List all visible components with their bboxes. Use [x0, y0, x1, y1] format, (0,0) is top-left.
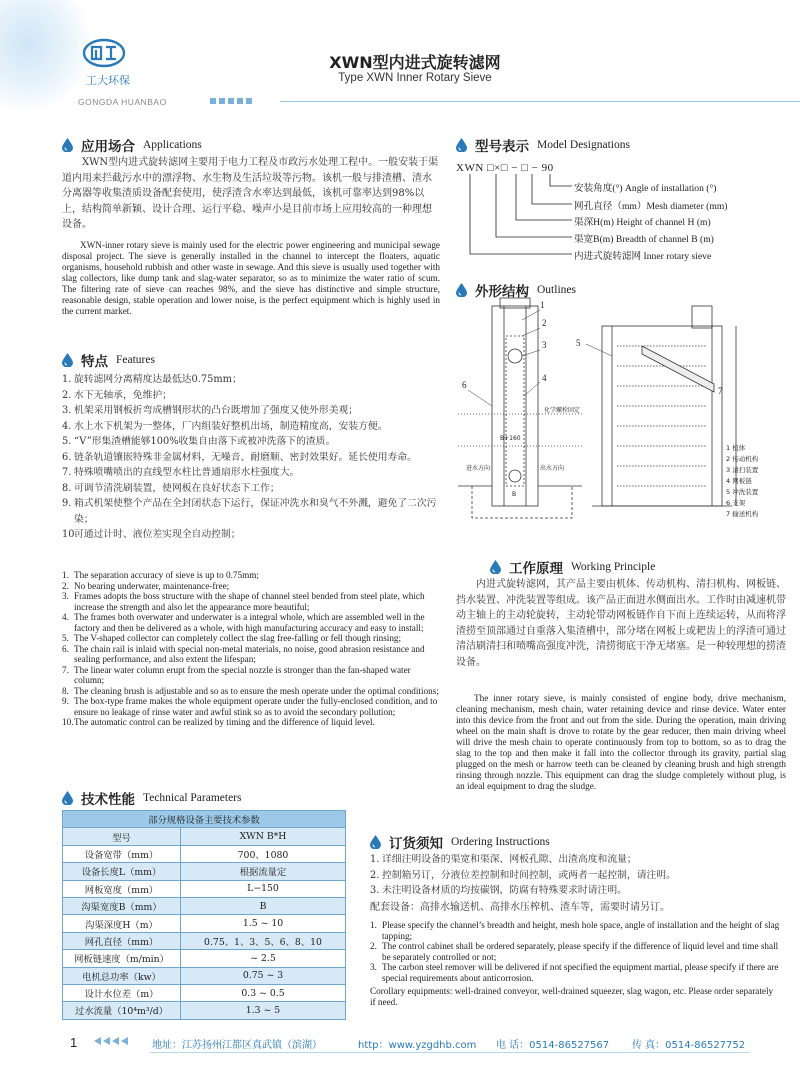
- list-item-number: 2.: [370, 869, 380, 881]
- legend-item: 5 冲洗装置: [726, 488, 759, 496]
- label-b160: B+160: [500, 435, 521, 442]
- legend-item: 6 支架: [726, 499, 746, 507]
- parameters-table: [62, 810, 346, 1020]
- list-item-number: 10.: [62, 717, 74, 727]
- ordering-heading: 订货须知 Ordering Instructions: [370, 832, 550, 852]
- page-footer: [0, 1030, 800, 1060]
- footer-website[interactable]: http：www.yzgdhb.com: [358, 1040, 477, 1051]
- model-heading: 型号表示 Model Designations: [456, 135, 630, 155]
- table-cell-value: 根据流量定: [181, 863, 346, 880]
- list-item: [370, 852, 780, 868]
- table-cell-param: 型号: [63, 828, 181, 845]
- list-item-number: 7.: [62, 664, 69, 675]
- list-item-number: 8.: [62, 685, 69, 696]
- list-item-number: 7.: [62, 467, 72, 478]
- footer-address: 地址：江苏扬州江都区真武镇（滨湖）: [152, 1040, 322, 1051]
- table-cell-value: B: [181, 897, 346, 914]
- list-item: [62, 372, 442, 388]
- list-item: [62, 696, 442, 717]
- model-line-height: 渠深H(m) Height of channel H (m): [574, 217, 711, 228]
- page-title-cn: XWN型内进式旋转滤网: [329, 53, 501, 72]
- table-row: [63, 1002, 346, 1019]
- table-cell-param: 沟渠宽度B（mm）: [63, 897, 181, 914]
- list-item-text: 可通过计时、液位差实现全自动控制；: [74, 529, 241, 540]
- brand-name-cn: 工大环保: [86, 74, 130, 87]
- label-inlet: 进水方向: [466, 465, 491, 472]
- callout-3: 3: [542, 340, 547, 350]
- side-frame: [602, 326, 722, 506]
- callout-5: 5: [576, 338, 581, 348]
- list-item: [62, 591, 442, 612]
- list-item-text: 水上水下机架为一整体，厂内组装好整机出场，制造精度高，安装方便。: [74, 420, 388, 432]
- table-cell-value: 1.5 ~ 10: [181, 915, 346, 932]
- list-item-text: 旋转滤网分离精度达最低达0.75mm；: [74, 374, 242, 385]
- list-item-text: Please specify the channel’s breadth and height, mesh hole space, angle of installation and the height of slag tapping;: [382, 920, 780, 941]
- list-item-number: 1.: [62, 570, 69, 580]
- list-item-number: 9.: [62, 498, 72, 509]
- water-drop-icon: [456, 138, 467, 152]
- legend-item: 1 机体: [726, 444, 746, 452]
- water-drop-icon: [456, 283, 467, 297]
- footer-arrows-icon: [94, 1037, 128, 1045]
- callout-2: 2: [542, 318, 547, 328]
- page-header: [0, 0, 800, 110]
- legend-item: 4 网板链: [726, 477, 752, 485]
- list-item-text: No bearing underwater, maintenance-free;: [74, 580, 230, 591]
- label-outlet: 出水方向: [540, 465, 565, 472]
- footer-phone: 电 话：0514-86527567: [496, 1040, 610, 1051]
- table-row: [63, 950, 346, 967]
- legend-item: 7 输送机构: [726, 510, 759, 518]
- callout-7: 7: [718, 386, 723, 396]
- table-row: [63, 845, 346, 862]
- technical-heading: 技术性能 Technical Parameters: [62, 788, 242, 808]
- list-item-number: 1.: [370, 920, 377, 930]
- legend-item: 3 清扫装置: [726, 466, 759, 474]
- callout-4: 4: [542, 373, 547, 383]
- callout-1: 1: [540, 300, 545, 310]
- table-cell-param: 设备宽带（mm）: [63, 845, 181, 862]
- table-cell-value: L−150: [181, 880, 346, 897]
- list-item: [62, 570, 442, 581]
- table-row: [63, 967, 346, 984]
- principle-text-en: The inner rotary sieve, is mainly consisted of engine body, drive mechanism, cleaning mechanism, mesh chain, water retaining device and rinse device. Water enter into this device from the front and out from the side. During the operation, main driving wheel on the main shaft is drove to rotate by the gear reducer, then main driving wheel will drive the mesh chain to operate continuously from top to bottom, so as to drag the slag to the top and then make it fall into the collector through its gravity, partial slag plugged on the mesh or harrow teeth can be cleaned by cleaning brush and high strength rinsing through nozzle. This equipment can drag the sludge completely without plug, is an ideal equipment to drag the sludge.: [456, 693, 786, 791]
- table-cell-value: 1.3 ~ 5: [181, 1002, 346, 1019]
- list-item-number: 3.: [370, 962, 377, 972]
- table-cell-value: 700、1080: [181, 845, 346, 862]
- list-item: [62, 527, 442, 543]
- page-title-en: Type XWN Inner Rotary Sieve: [338, 72, 492, 84]
- list-item: [62, 581, 442, 592]
- water-drop-icon: [370, 835, 381, 849]
- table-row: [63, 863, 346, 880]
- list-item-text: 机架采用钢板折弯成槽钢形状的凸台既增加了强度又使外形美观；: [74, 405, 359, 416]
- table-row: [63, 880, 346, 897]
- label-anchor-bolt: 化学螺栓固定: [544, 407, 581, 414]
- list-item: [370, 883, 780, 899]
- label-b: B: [512, 491, 517, 498]
- list-item-number: 4.: [62, 612, 69, 622]
- table-cell-param: 网孔直径（mm）: [63, 932, 181, 949]
- list-item-text: The automatic control can be realized by timing and the difference of liquid level.: [74, 717, 375, 727]
- list-item: [62, 665, 442, 686]
- table-cell-param: 网板宽度（mm）: [63, 880, 181, 897]
- table-cell-param: 网板链速度（m/min）: [63, 950, 181, 967]
- table-row: [63, 915, 346, 932]
- model-code: XWN □×□ − □ − 90: [456, 162, 554, 174]
- list-item-text: 详细注明设备的渠宽和渠深、网板孔隙、出渣高度和流量；: [382, 854, 637, 865]
- table-cell-param: 设备长度L（mm）: [63, 863, 181, 880]
- brand-name-en: GONGDA HUANBAO: [78, 97, 167, 107]
- list-item: [370, 962, 780, 983]
- table-caption: 部分规格设备主要技术参数: [63, 811, 346, 828]
- principle-heading: 工作原理 Working Principle: [490, 557, 655, 577]
- list-item-text: The carbon steel remover will be delivered if not specified the equipment martial, please specify if there are special requirements about anticorrosion.: [382, 962, 779, 983]
- water-drop-icon: [62, 138, 73, 152]
- model-bracket-lines: [456, 162, 786, 262]
- list-item: [62, 481, 442, 497]
- list-item: [62, 633, 442, 644]
- ordering-list-en: [370, 920, 780, 983]
- ordering-corollary-cn: 配套设备：高排水输送机、高排水压榨机、渣车等，需要时请另订。: [370, 902, 670, 913]
- list-item: [370, 920, 780, 941]
- list-item-text: The chain rail is inlaid with special non-metal materials, no noise, good abrasion resistance and sealing performance, and also extent the lifespan;: [74, 643, 425, 664]
- features-list-en: [62, 570, 442, 728]
- list-item-text: 链条轨道镶嵌特殊非金属材料，无噪音、耐磨顺、密封效果好。延长使用寿命。: [74, 451, 417, 463]
- table-cell-param: 过水流量（10⁴m³/d）: [63, 1002, 181, 1019]
- applications-heading: 应用场合 Applications: [62, 135, 202, 155]
- brand-decor: [210, 98, 252, 104]
- principle-text-cn: 内进式旋转滤网，其产品主要由机体、传动机构、清扫机构、网板链、挡水装置、冲洗装置等组成。该产品正面进水侧面出水。工作时由减速机带动主轴上的主动轮旋转，主动轮带动网板链作自下而上连续运转，从而将浮渣捞至顶部通过自重落入集渣槽中，部分堵在网板上或耙齿上的浮渣可通过清洁刷清扫和喷嘴高强度冲洗，清捞彻底干净无堵塞。是一种较理想的捞渣设备。: [456, 579, 786, 668]
- drawing-legend: [726, 443, 759, 518]
- table-cell-value: ~ 2.5: [181, 950, 346, 967]
- list-item-text: “V”形集渣槽能够100%收集自由落下或被冲洗落下的渣质。: [74, 436, 336, 447]
- list-item: [62, 419, 442, 435]
- applications-text-en: XWN-inner rotary sieve is mainly used for the electric power engineering and municipal sewage disposal project. The sieve is generally installed in the channel to intercept the floaters, aquatic organisms, household rubbish and other waste in sewage. And this sieve is usually used together with slag collectors, like dump tank and slag-water separator, so as to minimize the water ratio of scum. The filtering rate of sieve can reaches 98%, and the sieve has distinctive and simple structure, reasonable design, stable operation and lower noise, is the perfect equipment which is highly used in the current market.: [62, 240, 440, 316]
- table-cell-value: 0.3 ~ 0.5: [181, 984, 346, 1001]
- header-rule: [280, 101, 800, 102]
- list-item-number: 3.: [62, 591, 69, 601]
- list-item: [62, 450, 442, 466]
- legend-item: 2 传动机构: [726, 455, 759, 463]
- model-designation-diagram: [456, 162, 786, 262]
- applications-text-cn: XWN型内进式旋转滤网主要用于电力工程及市政污水处理工程中。一般安装于渠道内用来拦截污水中的漂浮物、水生物及生活垃圾等污物。该机一般与排渣槽、渣水分离器等收集渣质设备配套使用，使浮渣含水率达到最低，该机可靠率达到98%以上，结构简单新颖、设计合理、运行平稳、噪声小是目前市场上应用较高的一种理想设备。: [62, 157, 439, 231]
- list-item-text: The V-shaped collector can completely collect the slag free-falling or fell though rinsing;: [74, 633, 402, 643]
- list-item-number: 3.: [370, 885, 380, 896]
- list-item-number: 6.: [62, 451, 72, 463]
- list-item-number: 2.: [62, 580, 69, 591]
- list-item-text: The cleaning brush is adjustable and so as to ensure the mesh operate under the optimal conditions;: [74, 685, 439, 696]
- list-item-number: 8.: [62, 482, 72, 494]
- list-item-number: 1.: [370, 854, 380, 865]
- ordering-list-cn: [370, 852, 780, 899]
- list-item: [62, 434, 442, 450]
- list-item-text: 箱式机架使整个产品在全封闭状态下运行，保证冲洗水和臭气不外溅，避免了二次污染；: [74, 498, 437, 525]
- page-number: 1: [70, 1035, 78, 1050]
- table-cell-value: 0.75 ~ 3: [181, 967, 346, 984]
- list-item: [62, 686, 442, 697]
- list-item-text: Frames adopts the boss structure with the shape of channel steel bended from steel plate, which increase the strength and also let the appearance more beautiful;: [74, 591, 425, 612]
- water-drop-icon: [62, 353, 73, 367]
- list-item-text: The frames both overwater and underwater is a integral whole, which are assembled well in the factory and then be delivered as a whole, with high manufacturing accuracy and easy to install;: [74, 612, 425, 633]
- list-item-number: 6.: [62, 643, 69, 654]
- list-item-text: 控制箱另订，分液位差控制和时间控制，或两者一起控制，请注明。: [382, 869, 676, 881]
- model-line-angle: 安装角度(°) Angle of installation (°): [574, 183, 717, 194]
- list-item-number: 10.: [62, 529, 78, 540]
- list-item-number: 5.: [62, 436, 72, 447]
- list-item-number: 3.: [62, 405, 72, 416]
- list-item-text: The control cabinet shall be ordered separately, please specify if the difference of liquid level and time shall be separately controlled or not;: [382, 941, 779, 962]
- table-cell-param: 电机总功率（kw）: [63, 967, 181, 984]
- list-item-number: 1.: [62, 374, 72, 385]
- list-item: [62, 644, 442, 665]
- outline-drawing: [452, 296, 762, 534]
- table-row: [63, 932, 346, 949]
- list-item: [62, 388, 442, 404]
- list-item-text: 水下无轴承，免维护；: [74, 389, 172, 401]
- list-item-text: The box-type frame makes the whole equipment operate under the fully-enclosed condition, and to ensure no leakage of rinse water and awful stink so as to avoid the secondary pollution;: [74, 696, 438, 717]
- list-item-text: 特殊喷嘴喷出的直线型水柱比普通扇形水柱强度大。: [74, 467, 300, 478]
- callout-6: 6: [462, 380, 467, 390]
- footer-fax: 传 真：0514-86527752: [632, 1040, 746, 1051]
- list-item: [62, 403, 442, 419]
- features-heading: 特点 Features: [62, 350, 155, 370]
- ordering-corollary-en: Corollary equipments: well-drained conveyor, well-drained squeezer, slag wagon, etc. Please order separately if need.: [370, 986, 774, 1007]
- list-item: [62, 465, 442, 481]
- model-line-mesh: 网孔直径（mm）Mesh diameter (mm): [574, 201, 728, 212]
- table-cell-value: XWN B*H: [181, 828, 346, 845]
- water-drop-icon: [490, 560, 501, 574]
- list-item: [62, 612, 442, 633]
- list-item-number: 9.: [62, 696, 69, 706]
- features-list-cn: [62, 372, 442, 543]
- table-row: [63, 828, 346, 845]
- footer-rule: [150, 1052, 750, 1053]
- list-item: [370, 868, 780, 884]
- table-cell-value: 0.75、1、3、5、6、8、10: [181, 932, 346, 949]
- table-cell-param: 设计水位差（m）: [63, 984, 181, 1001]
- list-item-text: The linear water column erupt from the special nozzle is stronger than the fan-shaped water column;: [74, 664, 411, 685]
- model-line-sieve: 内进式旋转滤网 Inner rotary sieve: [574, 251, 712, 262]
- list-item: [62, 496, 442, 527]
- list-item-number: 2.: [370, 941, 377, 951]
- list-item-text: 可调节清洗刷装置，使网板在良好状态下工作；: [74, 482, 280, 494]
- outlines-heading: 外形结构 Outlines: [456, 280, 576, 300]
- list-item-text: 未注明设备材质的均按碳钢，防腐有特殊要求时请注明。: [382, 885, 627, 896]
- list-item-number: 2.: [62, 389, 72, 401]
- model-line-breadth: 渠宽B(m) Breadth of channel B (m): [574, 234, 714, 245]
- table-row: [63, 897, 346, 914]
- list-item-text: The separation accuracy of sieve is up to 0.75mm;: [74, 570, 259, 580]
- list-item-number: 5.: [62, 633, 69, 643]
- list-item: [370, 941, 780, 962]
- water-drop-icon: [62, 791, 73, 805]
- table-row: [63, 984, 346, 1001]
- list-item-number: 4.: [62, 420, 72, 432]
- list-item: [62, 717, 442, 728]
- table-cell-param: 沟渠深度H（m）: [63, 915, 181, 932]
